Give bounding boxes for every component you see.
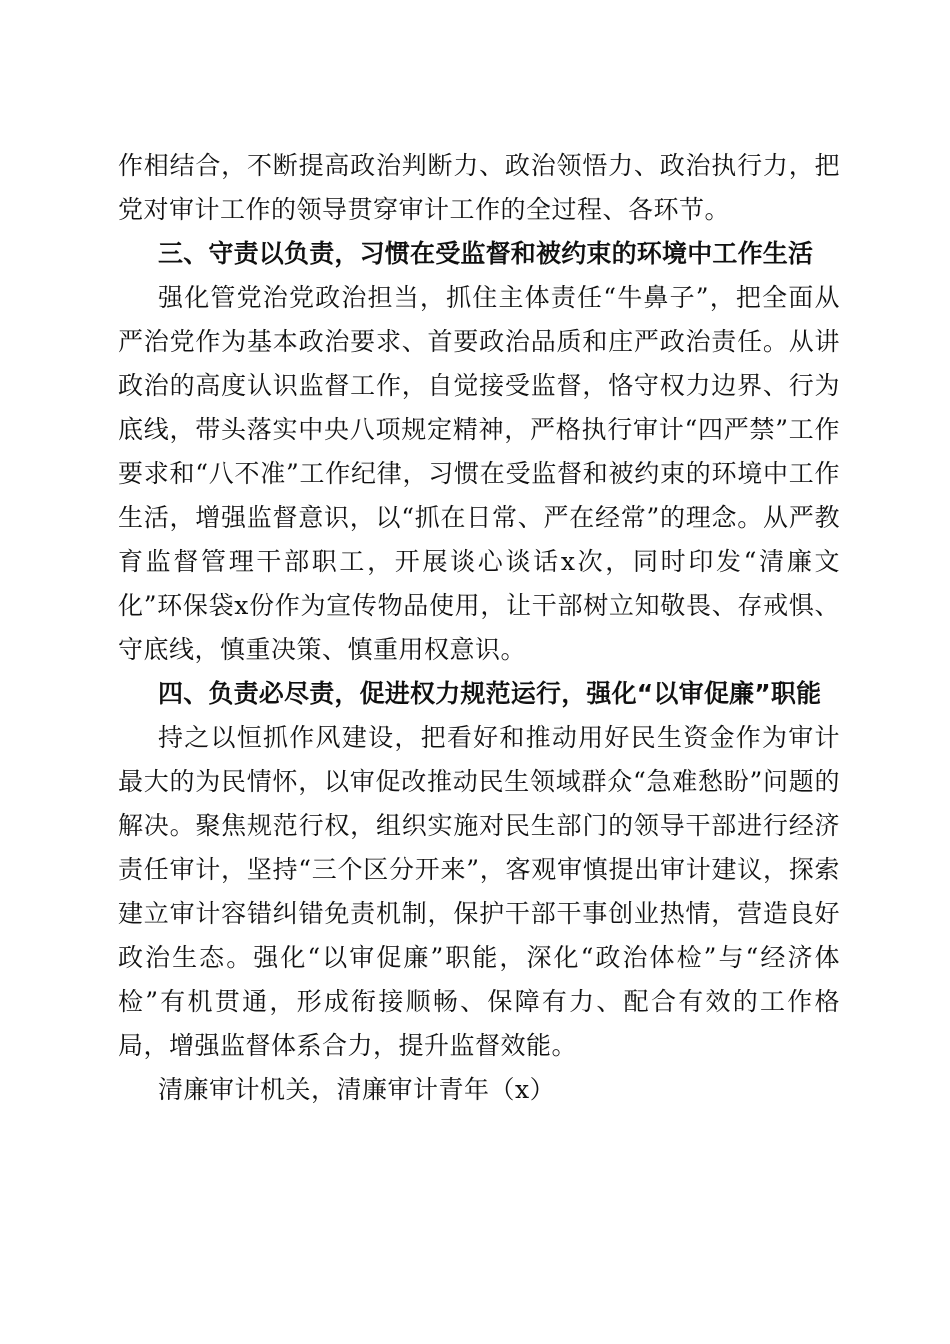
section-3-body: 强化管党治党政治担当，抓住主体责任“牛鼻子”，把全面从严治党作为基本政治要求、首要政治品质和庄严政治责任。从讲政治的高度认识监督工作，自觉接受监督，恪守权力边界、行为底线，带头落实中央八项规定精神，严格执行审计“四严禁”工作要求和“八不准”工作纪律，习惯在受监督和被约束的环境中工作生活，增强监督意识，以“抓在日常、严在经常”的理念。从严教育监督管理干部职工，开展谈心谈话x次，同时印发“清廉文化”环保袋x份作为宣传物品使用，让干部树立知敬畏、存戒惧、守底线，慎重决策、慎重用权意识。: [118, 283, 840, 664]
document-body: [118, 144, 840, 1112]
section-4-body: 持之以恒抓作风建设，把看好和推动用好民生资金作为审计最大的为民情怀，以审促改推动民生领域群众“急难愁盼”问题的解决。聚焦规范行权，组织实施对民生部门的领导干部进行经济责任审计，坚持“三个区分开来”，客观审慎提出审计建议，探索建立审计容错纠错免责机制，保护干部干事创业热情，营造良好政治生态。强化“以审促廉”职能，深化“政治体检”与“经济体检”有机贯通，形成衔接顺畅、保障有力、配合有效的工作格局，增强监督体系合力，提升监督效能。: [118, 723, 840, 1060]
closing-line: 清廉审计机关，清廉审计青年（x）: [158, 1075, 556, 1104]
paragraph-continuation: 作相结合，不断提高政治判断力、政治领悟力、政治执行力，把党对审计工作的领导贯穿审计工作的全过程、各环节。: [118, 151, 840, 224]
section-heading-4: 四、负责必尽责，促进权力规范运行，强化“以审促廉”职能: [158, 679, 822, 708]
section-heading-3: 三、守责以负责，习惯在受监督和被约束的环境中工作生活: [158, 239, 814, 268]
